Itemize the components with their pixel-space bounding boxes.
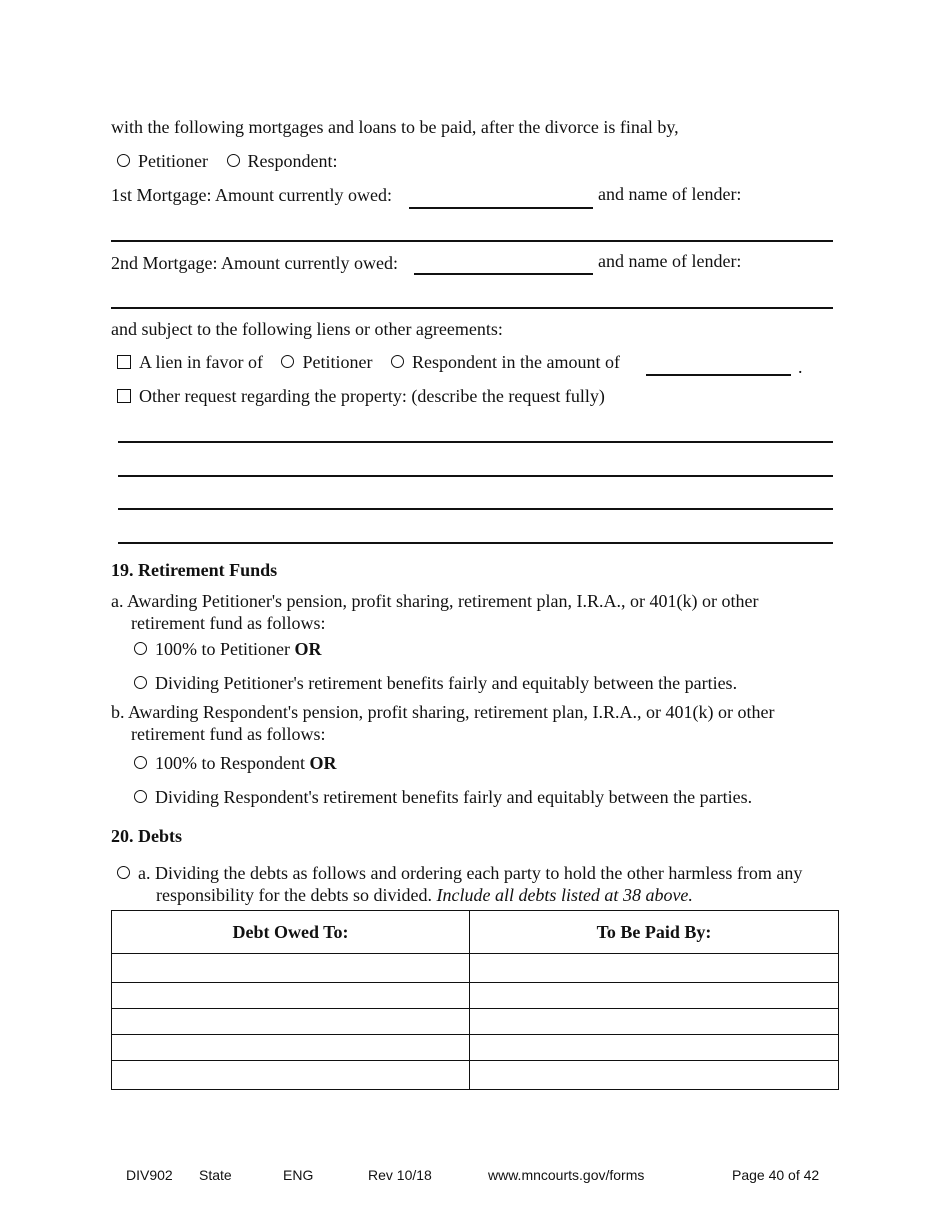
section19-b-option2[interactable]: Dividing Respondent's retirement benefits fairly and equitably between the parties.: [134, 787, 752, 808]
footer-url: www.mncourts.gov/forms: [488, 1167, 645, 1183]
radio-button[interactable]: [134, 756, 147, 769]
other-request-row: Other request regarding the property: (describe the request fully): [117, 386, 605, 407]
other-request-line-2[interactable]: [118, 475, 833, 477]
table-row: [112, 983, 839, 1009]
lien-amount-field[interactable]: [646, 374, 791, 376]
liens-intro: and subject to the following liens or other agreements:: [111, 319, 503, 339]
mortgage1-lender-label: and name of lender:: [598, 184, 742, 204]
radio-button[interactable]: [117, 866, 130, 879]
other-request-line-3[interactable]: [118, 508, 833, 510]
table-header-row: [112, 911, 839, 954]
table-row: [112, 1009, 839, 1035]
lien-respondent-radio[interactable]: [391, 355, 404, 368]
debt-owed-to-cell[interactable]: [112, 1061, 470, 1090]
header-to-be-paid-by: To Be Paid By:: [470, 911, 839, 954]
other-request-line-4[interactable]: [118, 542, 833, 544]
table-row: [112, 954, 839, 983]
section19-a-option1[interactable]: 100% to Petitioner OR: [134, 639, 321, 660]
lien-checkbox[interactable]: [117, 355, 131, 369]
intro-text: with the following mortgages and loans to be paid, after the divorce is final by,: [111, 117, 679, 137]
to-be-paid-by-cell[interactable]: [470, 1061, 839, 1090]
lien-period: .: [798, 357, 803, 377]
footer-page: Page 40 of 42: [732, 1167, 820, 1183]
to-be-paid-by-cell[interactable]: [470, 1009, 839, 1035]
mortgage2-amount-field[interactable]: [414, 273, 593, 275]
mortgage1-lender-field[interactable]: [111, 240, 833, 242]
section19-heading: 19. Retirement Funds: [111, 560, 278, 580]
debts-table: [111, 910, 839, 1090]
table-row: [112, 1035, 839, 1061]
radio-button[interactable]: [134, 642, 147, 655]
mortgage2-lender-field[interactable]: [111, 307, 833, 309]
radio-button[interactable]: [117, 154, 130, 167]
other-request-checkbox[interactable]: [117, 389, 131, 403]
section19-b-option1[interactable]: 100% to Respondent OR: [134, 753, 337, 774]
debt-owed-to-cell[interactable]: [112, 1009, 470, 1035]
section20-a-line1[interactable]: a. Dividing the debts as follows and ordering each party to hold the other harmless from any: [117, 863, 802, 884]
debt-owed-to-cell[interactable]: [112, 1035, 470, 1061]
payer-radio-group: [117, 151, 338, 172]
debt-owed-to-cell[interactable]: [112, 954, 470, 983]
section20-heading: 20. Debts: [111, 826, 182, 846]
section19-b-line2: retirement fund as follows:: [131, 724, 326, 744]
radio-button[interactable]: [134, 676, 147, 689]
mortgage2-lender-label: and name of lender:: [598, 251, 742, 271]
mortgage2-label: 2nd Mortgage: Amount currently owed:: [111, 253, 398, 273]
footer-form-id: DIV902: [126, 1167, 173, 1183]
mortgage1-amount-field[interactable]: [409, 207, 593, 209]
section19-a-line2: retirement fund as follows:: [131, 613, 326, 633]
section19-a-option2[interactable]: Dividing Petitioner's retirement benefits fairly and equitably between the parties.: [134, 673, 737, 694]
section19-a-line1: a. Awarding Petitioner's pension, profit sharing, retirement plan, I.R.A., or 401(k) or other: [111, 591, 759, 611]
mortgage1-label: 1st Mortgage: Amount currently owed:: [111, 185, 392, 205]
footer-state: State: [199, 1167, 232, 1183]
respondent-option[interactable]: Respondent:: [227, 151, 338, 171]
to-be-paid-by-cell[interactable]: [470, 983, 839, 1009]
section19-b-line1: b. Awarding Respondent's pension, profit sharing, retirement plan, I.R.A., or 401(k) or other: [111, 702, 775, 722]
to-be-paid-by-cell[interactable]: [470, 954, 839, 983]
radio-button[interactable]: [227, 154, 240, 167]
other-request-line-1[interactable]: [118, 441, 833, 443]
header-debt-owed-to: Debt Owed To:: [112, 911, 470, 954]
to-be-paid-by-cell[interactable]: [470, 1035, 839, 1061]
footer-rev: Rev 10/18: [368, 1167, 432, 1183]
table-row: [112, 1061, 839, 1090]
section20-a-line2: responsibility for the debts so divided. Include all debts listed at 38 above.: [156, 885, 693, 905]
debt-owed-to-cell[interactable]: [112, 983, 470, 1009]
footer-lang: ENG: [283, 1167, 314, 1183]
radio-button[interactable]: [134, 790, 147, 803]
lien-petitioner-radio[interactable]: [281, 355, 294, 368]
lien-row: A lien in favor of Petitioner Respondent in the amount of: [117, 352, 620, 373]
petitioner-option[interactable]: Petitioner: [117, 151, 208, 171]
